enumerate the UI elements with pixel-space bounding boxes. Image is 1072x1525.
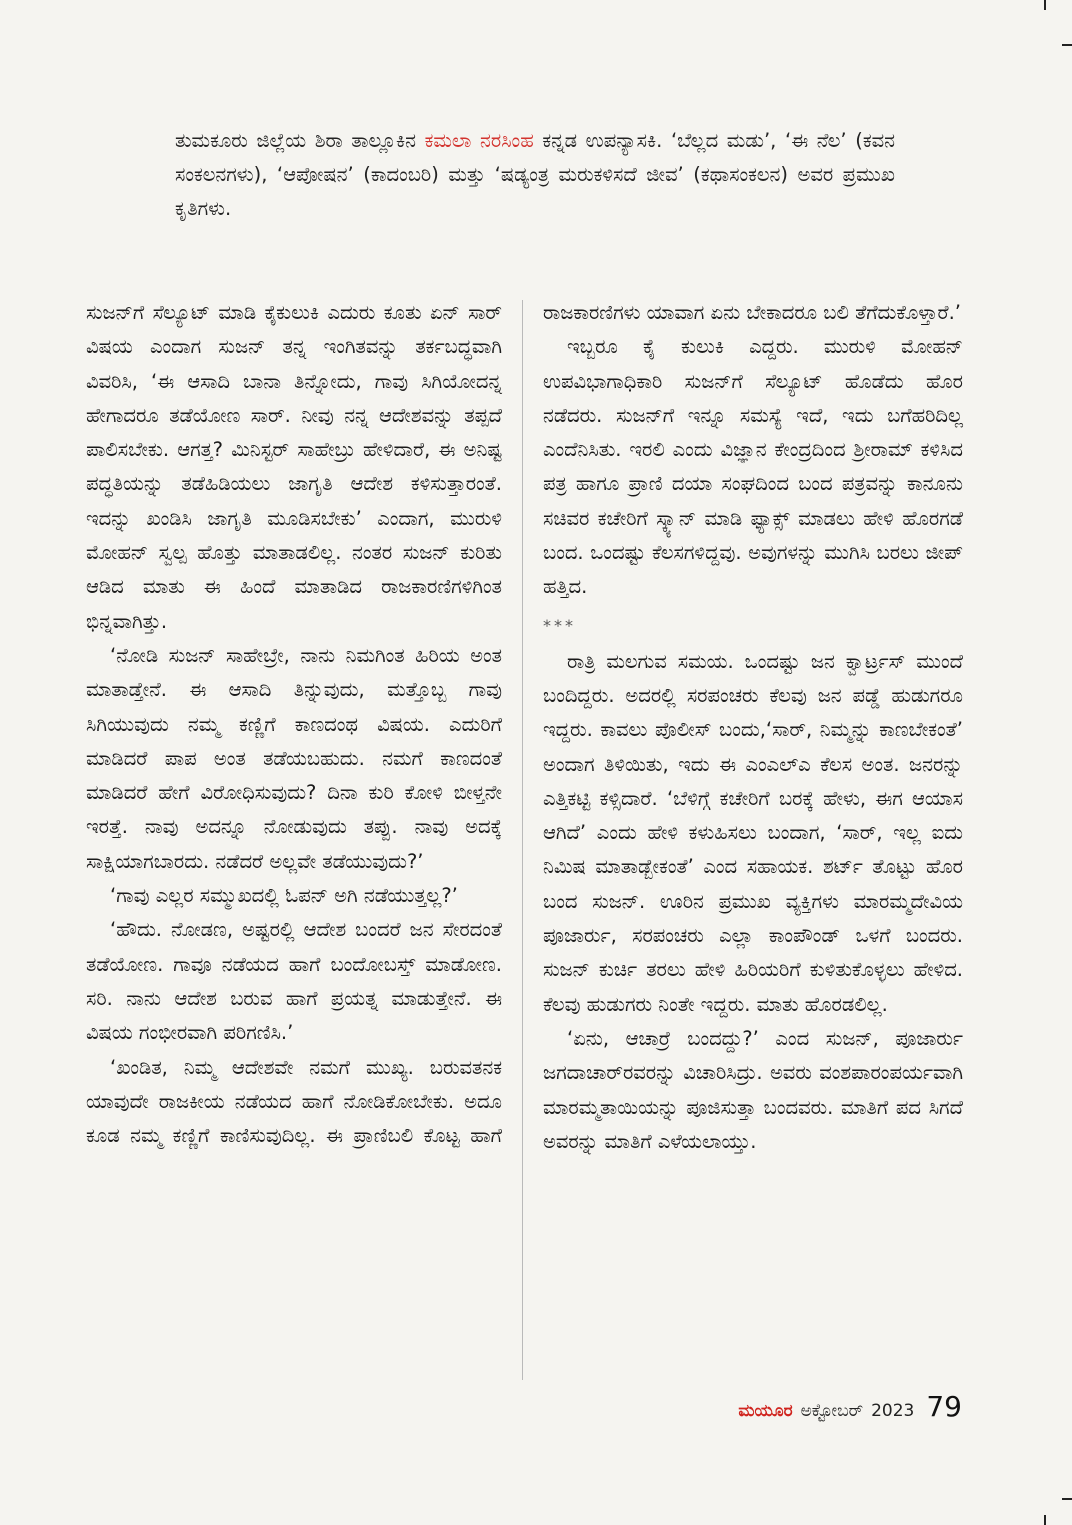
- crop-mark-top-right: [1044, 0, 1046, 10]
- issue-year: 2023: [871, 1401, 915, 1421]
- issue-month: ಅಕ್ಟೋಬರ್: [800, 1401, 864, 1421]
- page-number: 79: [926, 1390, 962, 1423]
- section-break: ***: [543, 615, 576, 635]
- intro-suffix: ಕನ್ನಡ ಉಪನ್ಯಾಸಕಿ. ‘ಬೆಲ್ಲದ ಮಡು’, ‘ಈ ನೆಲ’ (ಕವನ ಸಂಕಲನಗಳು), ‘ಆಪೋಷನ’ (ಕಾದಂಬರಿ) ಮತ್ತು ‘ಷಡ್ಯಂತ್ರ ಮರುಕಳಿಸದೆ ಜೀವ’ (ಕಥಾಸಂಕಲನ) ಅವರ ಪ್ರಮುಖ ಕೃತಿಗಳು.: [175, 129, 895, 220]
- paragraph: ‘ನೋಡಿ ಸುಜನ್ ಸಾಹೇಬ್ರೇ, ನಾನು ನಿಮಗಿಂತ ಹಿರಿಯ ಅಂತ ಮಾತಾಡ್ತೇನೆ. ಈ ಆಸಾದಿ ತಿನ್ನುವುದು, ಮತ್ತೊಬ್ಬ ಗಾವು ಸಿಗಿಯುವುದು ನಮ್ಮ ಕಣ್ಣಿಗೆ ಕಾಣದಂಥ ವಿಷಯ. ಎದುರಿಗೆ ಮಾಡಿದರೆ ಪಾಪ ಅಂತ ತಡೆಯಬಹುದು. ನಮಗೆ ಕಾಣದಂತೆ ಮಾಡಿದರೆ ಹೇಗೆ ವಿರೋಧಿಸುವುದು? ದಿನಾ ಕುರಿ ಕೋಳಿ ಬೀಳ್ತನೇ ಇರತ್ತೆ. ನಾವು ಅದನ್ನೂ ನೋಡುವುದು ತಪ್ಪು. ನಾವು ಅದಕ್ಕೆ ಸಾಕ್ಷಿಯಾಗಬಾರದು. ನಡೆದರೆ ಅಲ್ಲವೇ ತಡೆಯುವುದು?’: [86, 643, 502, 873]
- paragraph: ‘ಗಾವು ಎಲ್ಲರ ಸಮ್ಮುಖದಲ್ಲಿ ಓಪನ್ ಅಗಿ ನಡೆಯುತ್ತಲ್ಲ?’: [110, 884, 458, 908]
- paragraph: ರಾಜಕಾರಣಿಗಳು ಯಾವಾಗ ಏನು ಬೇಕಾದರೂ ಬಲಿ ತೆಗೆದುಕೊಳ್ತಾರೆ.’: [543, 301, 961, 324]
- author-name: ಕಮಲಾ ನರಸಿಂಹ: [424, 129, 534, 152]
- paragraph: ರಾತ್ರಿ ಮಲಗುವ ಸಮಯ. ಒಂದಷ್ಟು ಜನ ಕ್ವಾರ್ಟ್ರಸ್ ಮುಂದೆ ಬಂದಿದ್ದರು. ಅದರಲ್ಲಿ ಸರಪಂಚರು ಕೆಲವು ಜನ ಪಡ್ಡೆ ಹುಡುಗರೂ ಇದ್ದರು. ಕಾವಲು ಪೊಲೀಸ್ ಬಂದು,‘ಸಾರ್, ನಿಮ್ಮನ್ನು ಕಾಣಬೇಕಂತೆ’ ಅಂದಾಗ ತಿಳಿಯಿತು, ಇದು ಈ ಎಂಎಲ್‌ಎ ಕೆಲಸ ಅಂತ. ಜನರನ್ನು ಎತ್ತಿಕಟ್ಟಿ ಕಳ್ಸಿದಾರೆ. ‘ಬೆಳಿಗ್ಗೆ ಕಚೇರಿಗೆ ಬರಕ್ಕೆ ಹೇಳು, ಈಗ ಆಯಾಸ ಆಗಿದೆ’ ಎಂದು ಹೇಳಿ ಕಳುಹಿಸಲು ಬಂದಾಗ, ‘ಸಾರ್, ಇಲ್ಲ ಐದು ನಿಮಿಷ ಮಾತಾಡ್ಬೇಕಂತೆ’ ಎಂದ ಸಹಾಯಕ. ಶರ್ಟ್ ತೊಟ್ಟು ಹೊರ ಬಂದ ಸುಜನ್. ಊರಿನ ಪ್ರಮುಖ ವ್ಯಕ್ತಿಗಳು ಮಾರಮ್ಮದೇವಿಯ ಪೂಜಾರ್ರು, ಸರಪಂಚರು ಎಲ್ಲಾ ಕಾಂಪೌಂಡ್ ಒಳಗೆ ಬಂದರು. ಸುಜನ್ ಕುರ್ಚಿ ತರಲು ಹೇಳಿ ಹಿರಿಯರಿಗೆ ಕುಳಿತುಕೊಳ್ಳಲು ಹೇಳಿದ. ಕೆಲವು ಹುಡುಗರು ನಿಂತೇ ಇದ್ದರು. ಮಾತು ಹೊರಡಲಿಲ್ಲ.: [543, 649, 963, 1016]
- paragraph: ‘ಹೌದು. ನೋಡಣ, ಅಷ್ಟರಲ್ಲಿ ಆದೇಶ ಬಂದರೆ ಜನ ಸೇರದಂತೆ ತಡೆಯೋಣ. ಗಾವೂ ನಡೆಯದ ಹಾಗೆ ಬಂದೋಬಸ್ತ್ ಮಾಡೋಣ. ಸರಿ. ನಾನು ಆದೇಶ ಬರುವ ಹಾಗೆ ಪ್ರಯತ್ನ ಮಾಡುತ್ತೇನೆ. ಈ ವಿಷಯ ಗಂಭೀರವಾಗಿ ಪರಿಗಣಿಸಿ.’: [86, 918, 502, 1045]
- left-column: [86, 296, 502, 1153]
- crop-mark-bottom-right: [1044, 1515, 1046, 1525]
- page-footer: [738, 1390, 962, 1423]
- magazine-logo: ಮಯೂರ: [738, 1401, 793, 1421]
- paragraph: ‘ಖಂಡಿತ, ನಿಮ್ಮ ಆದೇಶವೇ ನಮಗೆ ಮುಖ್ಯ. ಬರುವತನಕ ಯಾವುದೇ ರಾಜಕೀಯ ನಡೆಯದ ಹಾಗೆ ನೋಡಿಕೋಬೇಕು. ಅದೂ ಕೂಡ ನಮ್ಮ ಕಣ್ಣಿಗೆ ಕಾಣಿಸುವುದಿಲ್ಲ. ಈ ಪ್ರಾಣಿಬಲಿ ಕೊಟ್ಟ ಹಾಗೆ: [86, 1055, 502, 1148]
- crop-mark-right-lower: [1062, 1498, 1072, 1500]
- paragraph: ಇಬ್ಬರೂ ಕೈ ಕುಲುಕಿ ಎದ್ದರು. ಮುರುಳಿ ಮೋಹನ್ ಉಪವಿಭಾಗಾಧಿಕಾರಿ ಸುಜನ್‌ಗೆ ಸೆಲ್ಯೂಟ್ ಹೊಡೆದು ಹೊರ ನಡೆದರು. ಸುಜನ್‌ಗೆ ಇನ್ನೂ ಸಮಸ್ಯೆ ಇದೆ, ಇದು ಬಗೆಹರಿದಿಲ್ಲ ಎಂದೆನಿಸಿತು. ಇರಲಿ ಎಂದು ವಿಜ್ಞಾನ ಕೇಂದ್ರದಿಂದ ಶ್ರೀರಾಮ್ ಕಳಿಸಿದ ಪತ್ರ ಹಾಗೂ ಪ್ರಾಣಿ ದಯಾ ಸಂಘದಿಂದ ಬಂದ ಪತ್ರವನ್ನು ಕಾನೂನು ಸಚಿವರ ಕಚೇರಿಗೆ ಸ್ಕ್ಯಾನ್ ಮಾಡಿ ಫ್ಯಾಕ್ಸ್ ಮಾಡಲು ಹೇಳಿ ಹೊರಗಡೆ ಬಂದ. ಒಂದಷ್ಟು ಕೆಲಸಗಳಿದ್ದವು. ಅವುಗಳನ್ನು ಮುಗಿಸಿ ಬರಲು ಜೀಪ್ ಹತ್ತಿದ.: [543, 335, 963, 599]
- paragraph: ‘ಏನು, ಆಚಾರ್ರೆ ಬಂದದ್ದು?’ ಎಂದ ಸುಜನ್, ಪೂಜಾರ್ರು ಜಗದಾಚಾರ್‌ರವರನ್ನು ವಿಚಾರಿಸಿದ್ರು. ಅವರು ವಂಶಪಾರಂಪರ್ಯವಾಗಿ ಮಾರಮ್ಮತಾಯಿಯನ್ನು ಪೂಜಿಸುತ್ತಾ ಬಂದವರು. ಮಾತಿಗೆ ಪದ ಸಿಗದೆ ಅವರನ್ನು ಮಾತಿಗೆ ಎಳೆಯಲಾಯ್ತು.: [543, 1026, 963, 1153]
- intro-prefix: ತುಮಕೂರು ಜಿಲ್ಲೆಯ ಶಿರಾ ತಾಲ್ಲೂಕಿನ: [175, 129, 425, 152]
- crop-mark-right-upper: [1062, 44, 1072, 46]
- column-divider: [522, 300, 523, 1380]
- paragraph: ಸುಜನ್‌ಗೆ ಸೆಲ್ಯೂಟ್ ಮಾಡಿ ಕೈಕುಲುಕಿ ಎದುರು ಕೂತು ಏನ್ ಸಾರ್ ವಿಷಯ ಎಂದಾಗ ಸುಜನ್ ತನ್ನ ಇಂಗಿತವನ್ನು ತರ್ಕಬದ್ಧವಾಗಿ ವಿವರಿಸಿ, ‘ಈ ಆಸಾದಿ ಬಾನಾ ತಿನ್ನೋದು, ಗಾವು ಸಿಗಿಯೋದನ್ನ ಹೇಗಾದರೂ ತಡೆಯೋಣ ಸಾರ್. ನೀವು ನನ್ನ ಆದೇಶವನ್ನು ತಪ್ಪದೆ ಪಾಲಿಸಬೇಕು. ಆಗತ್ತ? ಮಿನಿಸ್ಟರ್ ಸಾಹೇಬ್ರು ಹೇಳಿದಾರೆ, ಈ ಅನಿಷ್ಟ ಪದ್ಧತಿಯನ್ನು ತಡೆಹಿಡಿಯಲು ಜಾಗೃತಿ ಆದೇಶ ಕಳಿಸುತ್ತಾರಂತೆ. ಇದನ್ನು ಖಂಡಿಸಿ ಜಾಗೃತಿ ಮೂಡಿಸಬೇಕು’ ಎಂದಾಗ, ಮುರುಳಿ ಮೋಹನ್ ಸ್ವಲ್ಪ ಹೊತ್ತು ಮಾತಾಡಲಿಲ್ಲ. ನಂತರ ಸುಜನ್ ಕುರಿತು ಆಡಿದ ಮಾತು ಈ ಹಿಂದೆ ಮಾತಾಡಿದ ರಾಜಕಾರಣಿಗಳಿಗಿಂತ ಭಿನ್ನವಾಗಿತ್ತು.: [86, 301, 502, 633]
- author-intro: [175, 124, 895, 226]
- right-column: [543, 296, 963, 1159]
